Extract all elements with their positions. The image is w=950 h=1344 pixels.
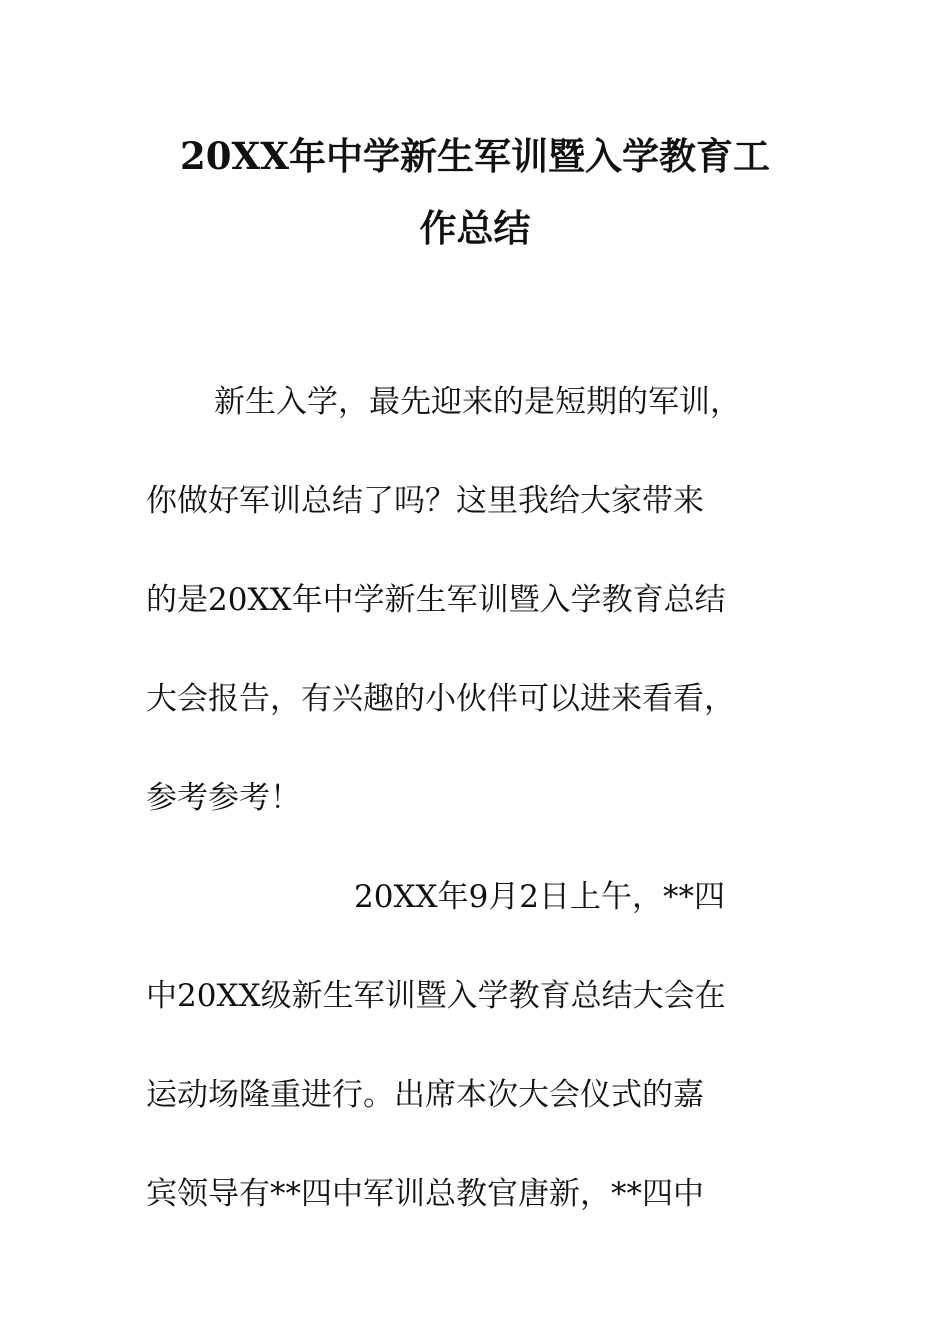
paragraph-1-line-5: 参考参考！ [146, 780, 301, 816]
paragraph-2-line-2: 中20XX级新生军训暨入学教育总结大会在 [146, 978, 726, 1014]
document-title-line-1: 20XX年中学新生军训暨入学教育工 [180, 134, 770, 178]
paragraph-2-line-4: 宾领导有**四中军训总教官唐新，**四中 [146, 1176, 704, 1212]
paragraph-2-line-1: 20XX年9月2日上午，**四 [354, 879, 726, 915]
paragraph-1-line-2: 你做好军训总结了吗？这里我给大家带来 [146, 483, 704, 519]
paragraph-1-line-4: 大会报告，有兴趣的小伙伴可以进来看看， [146, 681, 735, 717]
document-title-line-2: 作总结 [419, 206, 531, 250]
paragraph-1-line-1: 新生入学，最先迎来的是短期的军训， [214, 384, 741, 420]
paragraph-1-line-3: 的是20XX年中学新生军训暨入学教育总结 [146, 582, 726, 618]
paragraph-2-line-3: 运动场隆重进行。出席本次大会仪式的嘉 [146, 1077, 704, 1113]
